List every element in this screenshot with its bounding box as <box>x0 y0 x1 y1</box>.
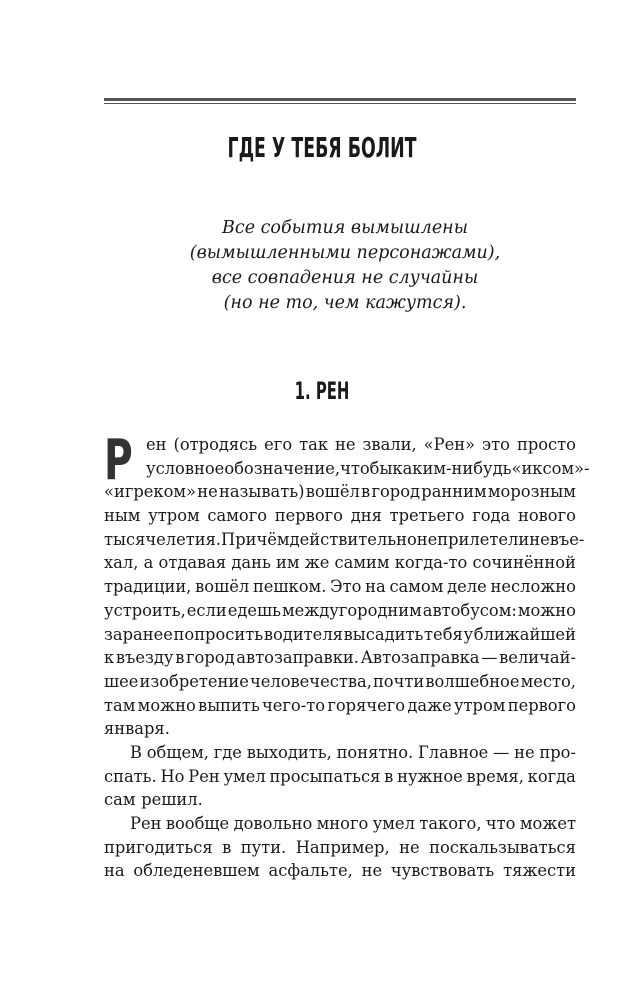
body-text <box>104 428 590 883</box>
chapter-title: ГДЕ У ТЕБЯ БОЛИТ <box>227 131 417 164</box>
text-line: спать. Но Рен умел просыпаться в нужное время, когда <box>104 766 576 786</box>
text-line: устроить, если едешь междугородним автобусом: можно <box>104 600 576 620</box>
text-line: Рен вообще довольно много умел такого, что может <box>130 814 576 833</box>
text-line: хал, а отдавая дань им же самим когда-то сочинённой <box>104 553 576 573</box>
text-line: ным утром самого первого дня третьего года нового <box>104 506 576 526</box>
text-line: условное обозначение, чтобы каким-нибудь «иксом»- <box>146 458 590 478</box>
text-line: ен (отродясь его так не звали, «Рен» это просто <box>146 435 576 454</box>
epigraph-line: (но не то, чем кажутся). <box>223 293 467 313</box>
text-line: заранее попросить водителя высадить тебя у ближайшей <box>104 624 576 644</box>
epigraph-line: (вымышленными персонажами), <box>189 243 501 263</box>
section-title: 1. РЕН <box>294 377 350 405</box>
epigraph-line: Все события вымышлены <box>222 218 468 238</box>
drop-cap: Р <box>104 428 133 493</box>
text-line: января. <box>104 719 170 739</box>
text-line: на обледеневшем асфальте, не чувствовать тяжести <box>104 861 576 881</box>
header-rule <box>104 98 576 104</box>
text-line: пригодиться в пути. Например, не поскальзываться <box>104 837 576 857</box>
text-line: традиции, вошёл пешком. Это на самом деле несложно <box>104 577 576 597</box>
epigraph-line: все совпадения не случайны <box>211 268 479 288</box>
text-line: тысячелетия. Причём действительно не прилетел и не въе- <box>104 529 585 549</box>
text-line: там можно выпить чего-то горячего даже утром первого <box>104 695 576 715</box>
text-line: «игреком» не называть) вошёл в город ранним морозным <box>104 482 576 502</box>
text-line: к въезду в город автозаправки. Автозаправка — величай- <box>104 648 576 668</box>
text-line: сам решил. <box>104 790 203 810</box>
text-line: В общем, где выходить, понятно. Главное — не про- <box>130 742 576 762</box>
text-line: шее изобретение человечества, почти волшебное место, <box>104 671 576 691</box>
epigraph <box>0 216 644 316</box>
